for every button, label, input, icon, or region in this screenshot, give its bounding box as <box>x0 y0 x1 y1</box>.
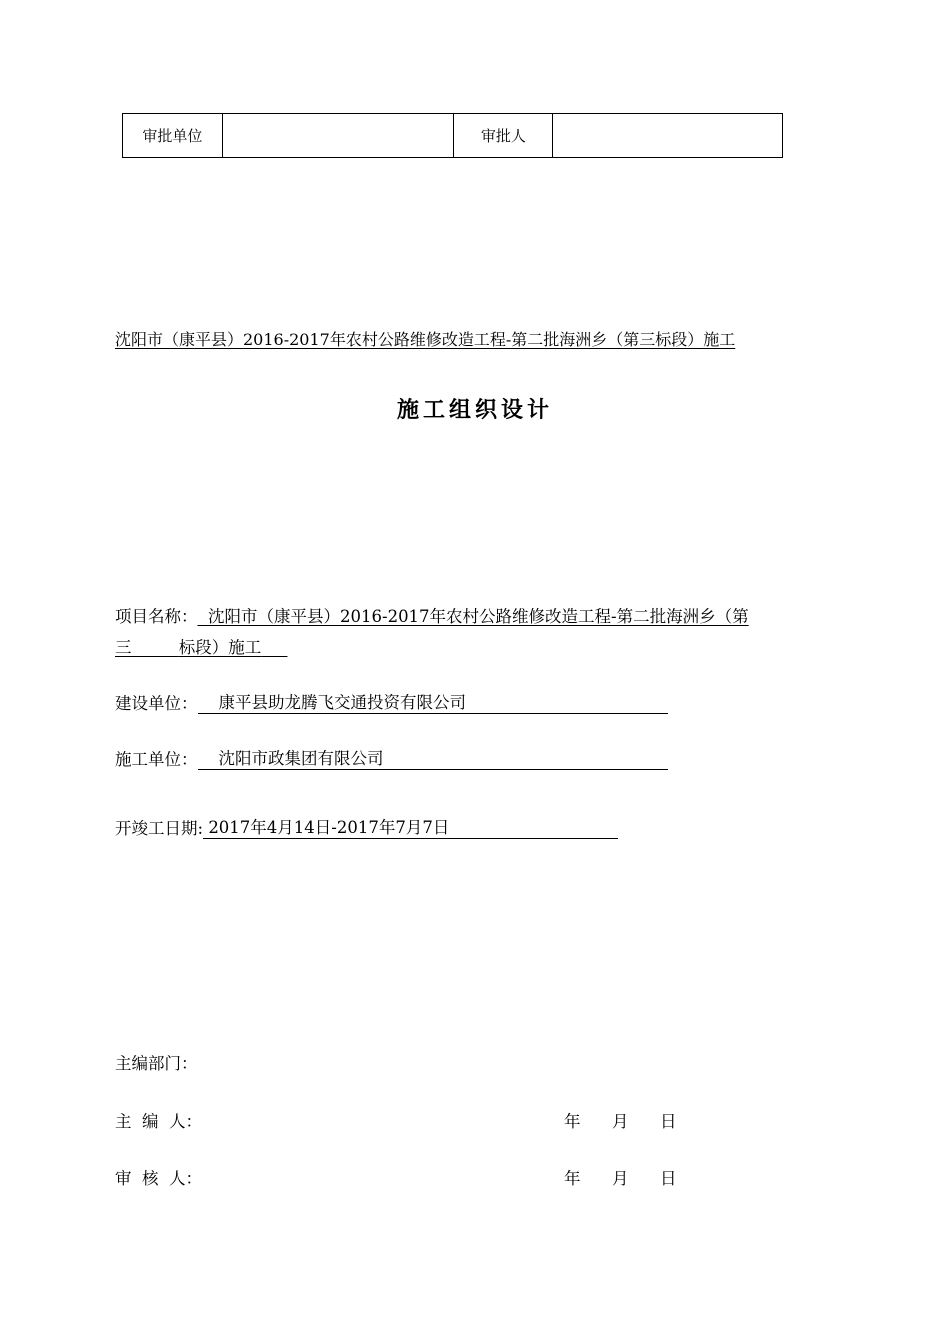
project-name-field <box>115 603 749 627</box>
builder-unit-label: 施工单位： <box>115 750 198 769</box>
project-heading: 沈阳市（康平县）2016-2017年农村公路维修改造工程-第二批海洲乡（第三标段）施工 <box>115 330 736 349</box>
reviewer-year: 年 <box>564 1169 581 1188</box>
approval-person-label: 审批人 <box>454 114 553 158</box>
dates-label: 开竣工日期: <box>115 819 204 838</box>
dept-label: 主编部门： <box>115 1054 198 1073</box>
approval-table <box>122 113 783 158</box>
construction-unit-line <box>198 689 668 714</box>
dates-value: 2017年4月14日-2017年7月7日 <box>208 818 450 837</box>
construction-unit-label: 建设单位： <box>115 694 198 713</box>
editor-label: 主 编 人： <box>115 1112 202 1131</box>
project-name-field-cont <box>115 634 287 658</box>
approval-row <box>123 114 783 158</box>
approval-person-value[interactable] <box>553 114 783 158</box>
document-title: 施工组织设计 <box>396 397 553 423</box>
reviewer-label: 审 核 人： <box>115 1169 202 1188</box>
builder-unit-value: 沈阳市政集团有限公司 <box>218 749 384 768</box>
project-name-line2: 三 标段）施工 <box>115 638 262 657</box>
project-name-line1: 沈阳市（康平县）2016-2017年农村公路维修改造工程-第二批海洲乡（第 <box>208 607 749 626</box>
editor-month: 月 <box>612 1112 629 1131</box>
construction-unit-field <box>115 689 668 714</box>
editor-day: 日 <box>660 1112 677 1131</box>
project-name-label: 项目名称： <box>115 607 198 626</box>
dates-field <box>115 814 618 839</box>
dates-line <box>203 814 618 839</box>
approval-unit-label: 审批单位 <box>123 114 223 158</box>
approval-unit-value[interactable] <box>222 114 454 158</box>
construction-unit-value: 康平县助龙腾飞交通投资有限公司 <box>218 693 466 712</box>
reviewer-day: 日 <box>660 1169 677 1188</box>
builder-unit-field <box>115 745 668 770</box>
reviewer-month: 月 <box>612 1169 629 1188</box>
builder-unit-line <box>198 745 668 770</box>
editor-year: 年 <box>564 1112 581 1131</box>
